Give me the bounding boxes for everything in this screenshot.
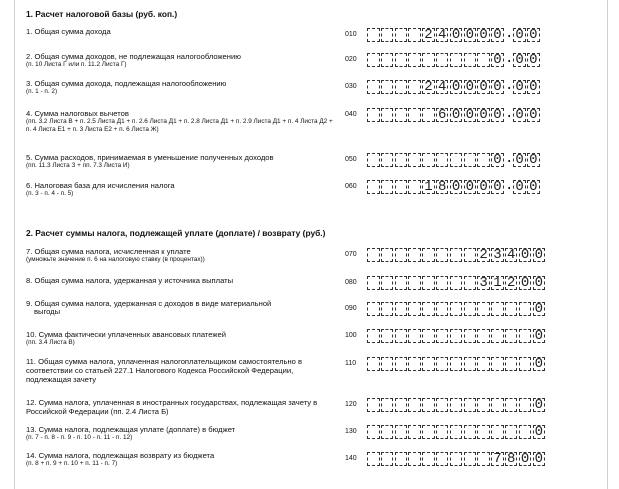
- row-label-text: 14. Сумма налога, подлежащая возврату из бюджета: [26, 451, 215, 460]
- digit-cell[interactable]: [450, 53, 463, 67]
- digit-cell[interactable]: [381, 398, 394, 412]
- value-field-140[interactable]: [367, 452, 546, 466]
- digit-cell[interactable]: 0: [533, 452, 546, 466]
- digit-cell[interactable]: [436, 276, 449, 290]
- digit-cell[interactable]: 0: [477, 108, 490, 122]
- row-label-130: [26, 425, 338, 442]
- line-code: 110: [345, 360, 357, 367]
- digit-cell[interactable]: [450, 329, 463, 343]
- digit-cell[interactable]: [464, 452, 477, 466]
- digit-cell[interactable]: [408, 302, 421, 316]
- digit-cell[interactable]: [477, 398, 490, 412]
- digit-cell[interactable]: 0: [519, 248, 532, 262]
- section-2-title: 2. Расчет суммы налога, подлежащей уплате (доплате) / возврату (руб.): [26, 228, 326, 238]
- digit-cell[interactable]: [505, 357, 518, 371]
- digit-cell[interactable]: [436, 425, 449, 439]
- digit-cell[interactable]: [367, 452, 380, 466]
- row-sublabel: (пп. 3.2 Листа В + п. 2.5 Листа Д1 + п. 2.6 Листа Д1 + п. 2.8 Листа Д1 + п. 2.9 Листа Д1 + п. 4 Листа Д2 + п. 4 Листа Е1 + п. 3 Листа Е2 + п. 6 Листа Ж): [26, 118, 333, 133]
- digit-cell[interactable]: [395, 180, 408, 194]
- kopek-cell[interactable]: 0: [513, 180, 526, 194]
- value-field-080[interactable]: [367, 276, 546, 290]
- digit-cell[interactable]: [408, 398, 421, 412]
- decimal-point: .: [504, 26, 514, 42]
- row-label-text: 13. Сумма налога, подлежащая уплате (доплате) в бюджет: [26, 425, 236, 434]
- value-field-130[interactable]: [367, 425, 546, 439]
- line-code: 130: [345, 428, 357, 435]
- line-code: 080: [345, 279, 357, 286]
- line-code: 070: [345, 251, 357, 258]
- digit-cell[interactable]: [477, 357, 490, 371]
- digit-cell[interactable]: [408, 28, 421, 42]
- digit-cell[interactable]: [519, 398, 532, 412]
- digit-cell[interactable]: 3: [477, 276, 490, 290]
- digit-cell[interactable]: [477, 425, 490, 439]
- kopek-cell[interactable]: 0: [527, 28, 540, 42]
- digit-cell[interactable]: [367, 425, 380, 439]
- digit-cell[interactable]: [477, 329, 490, 343]
- digit-cell[interactable]: [505, 425, 518, 439]
- digit-cell[interactable]: [477, 153, 490, 167]
- digit-cell[interactable]: [408, 329, 421, 343]
- digit-cell[interactable]: [395, 276, 408, 290]
- digit-cell[interactable]: 1: [422, 180, 435, 194]
- value-field-030[interactable]: [367, 80, 541, 94]
- digit-cell[interactable]: 3: [491, 248, 504, 262]
- digit-cell[interactable]: [381, 153, 394, 167]
- digit-cell[interactable]: [519, 425, 532, 439]
- row-label-text: 6. Налоговая база для исчисления налога: [26, 181, 175, 190]
- digit-cell[interactable]: [367, 180, 380, 194]
- decimal-point: .: [504, 78, 514, 94]
- kopek-cell[interactable]: 0: [513, 153, 526, 167]
- digit-cell[interactable]: [464, 357, 477, 371]
- digit-cell[interactable]: [367, 108, 380, 122]
- value-field-070[interactable]: [367, 248, 546, 262]
- digit-cell[interactable]: [491, 398, 504, 412]
- kopek-cell[interactable]: 0: [513, 108, 526, 122]
- decimal-point: .: [504, 151, 514, 167]
- digit-cell[interactable]: [505, 398, 518, 412]
- digit-cell[interactable]: [450, 153, 463, 167]
- value-field-040[interactable]: [367, 108, 541, 122]
- line-code: 100: [345, 332, 357, 339]
- digit-cell[interactable]: [367, 398, 380, 412]
- digit-cell[interactable]: 8: [505, 452, 518, 466]
- digit-cell[interactable]: [450, 357, 463, 371]
- row-label-text: 11. Общая сумма налога, уплаченная налогоплательщиком самостоятельно в соответствии со статьей 227.1 Налогового Кодекса Российской Федерации, подлежащая зачету: [26, 357, 303, 384]
- digit-cell[interactable]: [381, 80, 394, 94]
- digit-cell[interactable]: [491, 329, 504, 343]
- digit-cell[interactable]: [367, 153, 380, 167]
- digit-cell[interactable]: 0: [533, 357, 546, 371]
- row-sublabel: (п. 10 Листа Г или п. 11.2 Листа Г): [26, 61, 127, 68]
- digit-cell[interactable]: [477, 302, 490, 316]
- digit-cell[interactable]: 0: [533, 248, 546, 262]
- digit-cell[interactable]: [381, 276, 394, 290]
- digit-cell[interactable]: [395, 357, 408, 371]
- digit-cell[interactable]: [395, 452, 408, 466]
- digit-cell[interactable]: [422, 398, 435, 412]
- digit-cell[interactable]: [422, 425, 435, 439]
- row-label-050: [26, 153, 338, 170]
- digit-cell[interactable]: 0: [464, 108, 477, 122]
- row-label-030: [26, 79, 338, 96]
- digit-cell[interactable]: [464, 398, 477, 412]
- digit-cell[interactable]: 0: [491, 28, 504, 42]
- digit-cell[interactable]: [395, 398, 408, 412]
- digit-cell[interactable]: [381, 302, 394, 316]
- line-code: 140: [345, 455, 357, 462]
- value-field-110[interactable]: [367, 357, 546, 371]
- digit-cell[interactable]: [477, 452, 490, 466]
- digit-cell[interactable]: 0: [477, 28, 490, 42]
- kopek-cell[interactable]: 0: [527, 153, 540, 167]
- digit-cell[interactable]: [367, 53, 380, 67]
- digit-cell[interactable]: [422, 329, 435, 343]
- digit-cell[interactable]: [381, 108, 394, 122]
- row-label-text: 5. Сумма расходов, принимаемая в уменьшение полученных доходов: [26, 153, 274, 162]
- row-label-text: 9. Общая сумма налога, удержанная с доходов в виде материальной: [26, 299, 272, 308]
- value-field-060[interactable]: [367, 180, 541, 194]
- digit-cell[interactable]: 0: [533, 329, 546, 343]
- digit-cell[interactable]: [395, 53, 408, 67]
- value-field-090[interactable]: [367, 302, 546, 316]
- digit-cell[interactable]: 0: [450, 180, 463, 194]
- value-field-020[interactable]: [367, 53, 541, 67]
- digit-cell[interactable]: [519, 357, 532, 371]
- digit-cell[interactable]: 0: [477, 80, 490, 94]
- digit-cell[interactable]: [408, 53, 421, 67]
- row-label-text: 1. Общая сумма дохода: [26, 27, 111, 36]
- digit-cell[interactable]: 0: [491, 53, 504, 67]
- digit-cell[interactable]: [436, 357, 449, 371]
- digit-cell[interactable]: [367, 28, 380, 42]
- line-code: 120: [345, 401, 357, 408]
- digit-cell[interactable]: [519, 302, 532, 316]
- decimal-point: .: [504, 106, 514, 122]
- digit-cell[interactable]: 0: [491, 153, 504, 167]
- kopek-cell[interactable]: 0: [527, 53, 540, 67]
- line-code: 020: [345, 56, 357, 63]
- digit-cell[interactable]: [381, 425, 394, 439]
- digit-cell[interactable]: [395, 425, 408, 439]
- row-label-010: [26, 27, 338, 36]
- digit-cell[interactable]: [491, 425, 504, 439]
- digit-cell[interactable]: [422, 153, 435, 167]
- digit-cell[interactable]: 0: [533, 276, 546, 290]
- value-field-050[interactable]: [367, 153, 541, 167]
- digit-cell[interactable]: [381, 248, 394, 262]
- digit-cell[interactable]: [422, 357, 435, 371]
- line-code: 060: [345, 183, 357, 190]
- digit-cell[interactable]: 2: [477, 248, 490, 262]
- digit-cell[interactable]: [464, 302, 477, 316]
- row-label-070: [26, 247, 338, 264]
- kopek-cell[interactable]: 0: [513, 28, 526, 42]
- row-label-text: 7. Общая сумма налога, исчисленная к уплате: [26, 247, 191, 256]
- digit-cell[interactable]: [450, 302, 463, 316]
- kopek-cell[interactable]: 0: [527, 108, 540, 122]
- digit-cell[interactable]: 0: [491, 108, 504, 122]
- digit-cell[interactable]: 0: [519, 276, 532, 290]
- digit-cell[interactable]: 0: [491, 180, 504, 194]
- digit-cell[interactable]: 1: [491, 276, 504, 290]
- digit-cell[interactable]: [381, 329, 394, 343]
- digit-cell[interactable]: [381, 53, 394, 67]
- row-label-text: 3. Общая сумма дохода, подлежащая налогообложению: [26, 79, 227, 88]
- digit-cell[interactable]: [395, 302, 408, 316]
- row-label-110: [26, 357, 338, 384]
- kopek-cell[interactable]: 0: [527, 80, 540, 94]
- digit-cell[interactable]: [381, 180, 394, 194]
- digit-cell[interactable]: [367, 276, 380, 290]
- digit-cell[interactable]: 2: [422, 80, 435, 94]
- digit-cell[interactable]: [408, 153, 421, 167]
- row-sublabel: (пп. 11.3 Листа З + пп. 7.3 Листа И): [26, 162, 130, 169]
- row-sublabel: (п. 8 + п. 9 + п. 10 + п. 11 - п. 7): [26, 460, 118, 467]
- digit-cell[interactable]: 4: [505, 248, 518, 262]
- digit-cell[interactable]: [367, 248, 380, 262]
- digit-cell[interactable]: 6: [436, 108, 449, 122]
- digit-cell[interactable]: [450, 425, 463, 439]
- digit-cell[interactable]: [464, 53, 477, 67]
- value-field-010[interactable]: [367, 28, 541, 42]
- digit-cell[interactable]: [464, 153, 477, 167]
- digit-cell[interactable]: [408, 180, 421, 194]
- digit-cell[interactable]: [436, 329, 449, 343]
- digit-cell[interactable]: [491, 302, 504, 316]
- row-label-090: [26, 299, 338, 316]
- digit-cell[interactable]: [477, 53, 490, 67]
- digit-cell[interactable]: 2: [422, 28, 435, 42]
- row-label-text: 10. Сумма фактически уплаченных авансовых платежей: [26, 330, 226, 339]
- digit-cell[interactable]: 7: [491, 452, 504, 466]
- line-code: 010: [345, 31, 357, 38]
- line-code: 040: [345, 111, 357, 118]
- digit-cell[interactable]: [436, 398, 449, 412]
- row-label-020: [26, 52, 338, 69]
- digit-cell[interactable]: 0: [491, 80, 504, 94]
- digit-cell[interactable]: 0: [450, 108, 463, 122]
- digit-cell[interactable]: 0: [519, 452, 532, 466]
- digit-cell[interactable]: 4: [436, 80, 449, 94]
- digit-cell[interactable]: [381, 452, 394, 466]
- row-sublabel: (пп. 3.4 Листа В): [26, 339, 75, 346]
- digit-cell[interactable]: [422, 53, 435, 67]
- row-sublabel: выгоды: [34, 307, 61, 316]
- digit-cell[interactable]: [408, 276, 421, 290]
- digit-cell[interactable]: 0: [477, 180, 490, 194]
- line-code: 090: [345, 305, 357, 312]
- digit-cell[interactable]: [422, 108, 435, 122]
- row-sublabel: (п. 3 - п. 4 - п. 5): [26, 190, 74, 197]
- digit-cell[interactable]: [395, 108, 408, 122]
- digit-cell[interactable]: [395, 248, 408, 262]
- kopek-cell[interactable]: 0: [513, 80, 526, 94]
- digit-cell[interactable]: [408, 452, 421, 466]
- digit-cell[interactable]: [436, 53, 449, 67]
- decimal-point: .: [504, 178, 514, 194]
- kopek-cell[interactable]: 0: [527, 180, 540, 194]
- digit-cell[interactable]: [519, 329, 532, 343]
- row-label-text: 8. Общая сумма налога, удержанная у источника выплаты: [26, 276, 234, 285]
- digit-cell[interactable]: [464, 329, 477, 343]
- digit-cell[interactable]: [450, 276, 463, 290]
- digit-cell[interactable]: 0: [450, 80, 463, 94]
- digit-cell[interactable]: [408, 108, 421, 122]
- digit-cell[interactable]: [436, 248, 449, 262]
- digit-cell[interactable]: 8: [436, 180, 449, 194]
- digit-cell[interactable]: [395, 28, 408, 42]
- digit-cell[interactable]: [464, 425, 477, 439]
- digit-cell[interactable]: [450, 398, 463, 412]
- digit-cell[interactable]: [408, 357, 421, 371]
- row-sublabel: (п. 7 - п. 8 - п. 9 - п. 10 - п. 11 - п. 12): [26, 434, 133, 441]
- digit-cell[interactable]: 0: [450, 28, 463, 42]
- digit-cell[interactable]: [367, 329, 380, 343]
- row-sublabel: (п. 1 - п. 2): [26, 88, 58, 95]
- digit-cell[interactable]: 2: [505, 276, 518, 290]
- digit-cell[interactable]: 4: [436, 28, 449, 42]
- digit-cell[interactable]: [408, 80, 421, 94]
- digit-cell[interactable]: [505, 329, 518, 343]
- digit-cell[interactable]: [491, 357, 504, 371]
- digit-cell[interactable]: [450, 452, 463, 466]
- digit-cell[interactable]: 0: [533, 425, 546, 439]
- value-field-120[interactable]: [367, 398, 546, 412]
- section-1-title: 1. Расчет налоговой базы (руб. коп.): [26, 9, 178, 19]
- line-code: 050: [345, 156, 357, 163]
- value-field-100[interactable]: [367, 329, 546, 343]
- row-label-140: [26, 451, 338, 468]
- row-sublabel: (умножьте значение п. 6 на налоговую ставку (в процентах)): [26, 256, 205, 263]
- digit-cell[interactable]: [367, 302, 380, 316]
- digit-cell[interactable]: [436, 302, 449, 316]
- digit-cell[interactable]: [381, 357, 394, 371]
- digit-cell[interactable]: [395, 80, 408, 94]
- digit-cell[interactable]: [408, 425, 421, 439]
- digit-cell[interactable]: 0: [533, 302, 546, 316]
- digit-cell[interactable]: [367, 357, 380, 371]
- row-label-100: [26, 330, 338, 347]
- digit-cell[interactable]: [395, 153, 408, 167]
- line-code: 030: [345, 83, 357, 90]
- digit-cell[interactable]: [422, 276, 435, 290]
- decimal-point: .: [504, 51, 514, 67]
- digit-cell[interactable]: [436, 452, 449, 466]
- digit-cell[interactable]: [422, 248, 435, 262]
- row-label-120: [26, 398, 338, 416]
- digit-cell[interactable]: [395, 329, 408, 343]
- digit-cell[interactable]: [381, 28, 394, 42]
- digit-cell[interactable]: [450, 248, 463, 262]
- digit-cell[interactable]: 0: [464, 28, 477, 42]
- digit-cell[interactable]: [367, 80, 380, 94]
- digit-cell[interactable]: [505, 302, 518, 316]
- digit-cell[interactable]: 0: [464, 180, 477, 194]
- digit-cell[interactable]: 0: [533, 398, 546, 412]
- row-label-text: 12. Сумма налога, уплаченная в иностранных государствах, подлежащая зачету в Российской Федерации (пп. 2.4 Листа Б): [26, 398, 318, 416]
- kopek-cell[interactable]: 0: [513, 53, 526, 67]
- digit-cell[interactable]: [464, 276, 477, 290]
- digit-cell[interactable]: 0: [464, 80, 477, 94]
- row-label-text: 2. Общая сумма доходов, не подлежащая налогообложению: [26, 52, 241, 61]
- row-label-080: [26, 276, 338, 285]
- digit-cell[interactable]: [436, 153, 449, 167]
- digit-cell[interactable]: [422, 452, 435, 466]
- row-label-040: [26, 109, 338, 134]
- row-label-060: [26, 181, 338, 198]
- row-label-text: 4. Сумма налоговых вычетов: [26, 109, 129, 118]
- digit-cell[interactable]: [408, 248, 421, 262]
- digit-cell[interactable]: [464, 248, 477, 262]
- digit-cell[interactable]: [422, 302, 435, 316]
